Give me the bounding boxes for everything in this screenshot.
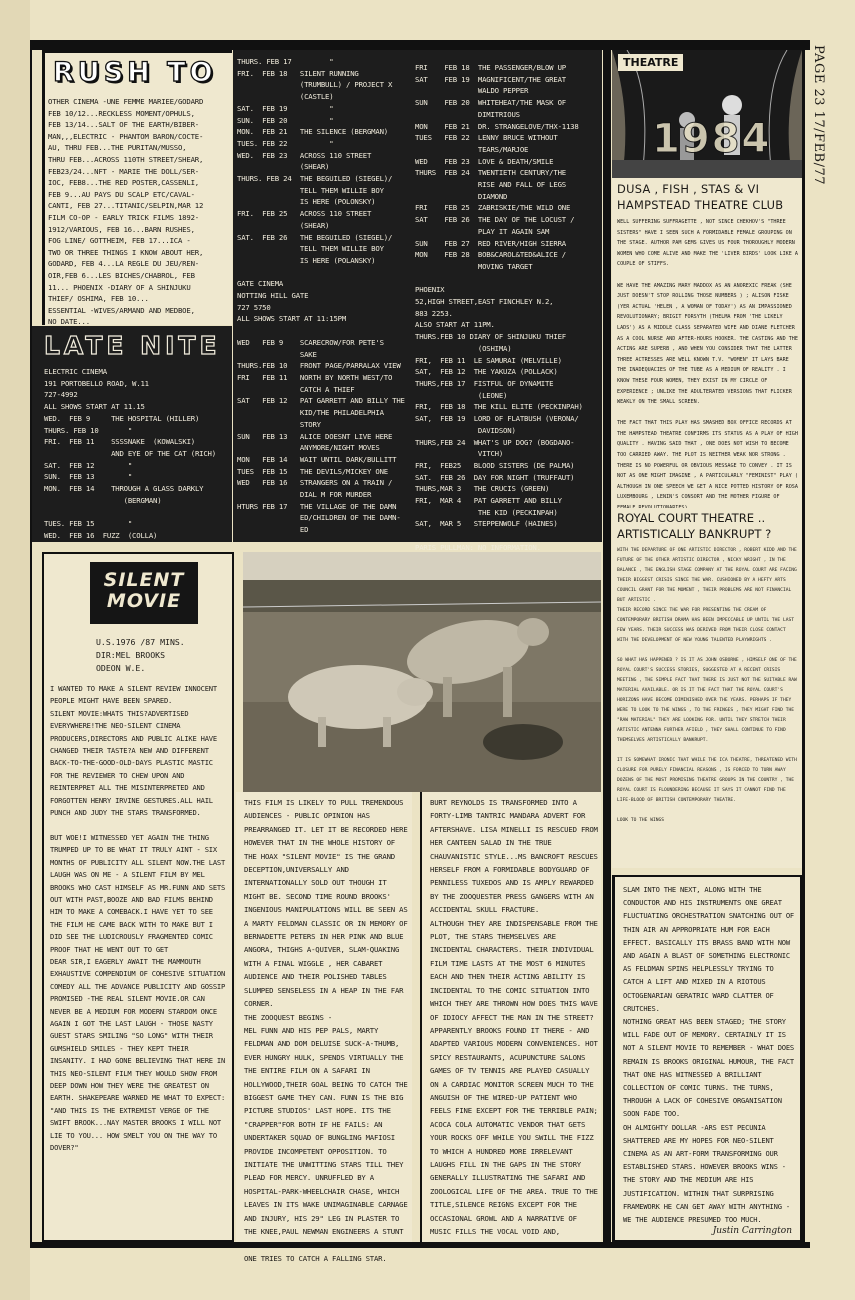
pigs-photo bbox=[243, 552, 601, 792]
silent-movie-col1 bbox=[42, 552, 234, 1242]
royal-court-body: WITH THE DEPARTURE OF ONE ARTISTIC DIRECTOR , ROBERT KIDD AND THE FUTURE OF THE OTHER ARTISTIC DIRECTOR , NICKY WRIGHT , IN THE BALANCE , THE ENGLISH STAGE COMPANY AT THE ROYAL COURT ARE FACING THEIR BIGGEST CRISIS SINCE THE WAR. CUSHIONED BY A HEFTY ARTS COUNCIL GRANT FOR THE MOMENT , THEIR PROBLEMS ARE NOT FINANCIAL BUT ARTISTIC . THEIR RECORD SINCE THE WAR FOR PRESENTING THE CREAM OF CONTEMPORARY BRITISH DRAMA HAS BEEN IMPECCABLE UP UNTIL THE LAST FEW YEARS. THEIR SUCCESS WAS DERIVED FROM THEIR CLOSE CONTACT WITH THE DEVELOPMENT OF NEW YOUNG TALENTED PLAYWRIGHTS . SO WHAT HAS HAPPENED ? IS IT AS JOHN OSBORNE , HIMSELF ONE OF THE ROYAL COURT'S SUCCESS STORIES, SUGGESTED AT A RECENT CRISIS MEETING , THE SIMPLE FACT THAT THERE IS JUST NOT THE SUITABLE RAW MATERIAL AVAILABLE. OR IS IT THE FACT THAT THE ROYAL COURT'S HORIZONS HAVE BECOME DIMINISHED OVER THE YEARS. PERHAPS IF THEY WERE TO LOOK TO THE WINGS , TO THE FRINGES , THEY MIGHT FIND THE "RAW MATERIAL" THEY ARE LOOKING FOR. UNTIL THEY STRETCH THEIR ARTISTIC ANTENNA FURTHER AFIELD , THEY SHALL CONTINUE TO FIND THEMSELVES ARTISTICALLY BANKRUPT. IT IS SOMEWHAT IRONIC THAT WHILE THE ICA THEATRE, THREATENED WITH CLOSURE FOR PURELY FINANCIAL REASONS , IS FORCED TO TURN AWAY DOZENS OF THE MOST PROMISING THEATRE GROUPS IN THE COUNTRY , THE ROYAL COURT IS FLOUNDERING BECAUSE IT SAYS IT CANNOT FIND THE LIFE-BLOOD OF BRITISH CONTEMPORARY THEATRE. LOOK TO THE WINGS bbox=[617, 548, 797, 823]
silent-movie-col3 bbox=[420, 792, 601, 1242]
theatre-banner: THEATRE bbox=[618, 54, 683, 71]
silent-movie-logo bbox=[90, 562, 198, 624]
royal-court-title: ROYAL COURT THEATRE .. ARTISTICALLY BANKRUPT ? bbox=[617, 511, 772, 541]
gate-cinema-listings bbox=[233, 50, 411, 542]
rush-to-heading: RUSH TO bbox=[53, 57, 217, 88]
page-label-text: PAGE 23 17/FEB/77 bbox=[811, 45, 826, 186]
rush-to-text: OTHER CINEMA -UNE FEMME MARIEE/GODARD FEB 10/12...RECKLESS MOMENT/OPHULS, FEB 13/14...SALT OF THE EARTH/BIBER- MAN,,,ELECTRIC - PHANTOM BARON/COCTE- AU, THRU FEB...THE PURITAN/MUSSO, THRU FEB...ACROSS 110TH STREET/SHEAR, FEB23/24...NFT - MARIE THE DOLL/SER- IOC, FEB8...THE RED POSTER,CASSENLI, FEB 9...AU PAYS DU SCALP ETC/CAVAL- CANTI, FEB 27...TITANIC/SELPIN,MAR 12 FILM CO-OP - EARLY TRICK FILMS 1892- 1912/VARIOUS, FEB 16...BARN RUSHES, FOG LINE/ GOTTHEIM, FEB 17...ICA - TWO OR THREE THINGS I KNOW ABOUT HER, GODARD, FEB 4...LA REGLE DU JEU/REN- OIR,FEB 6...LES BICHES/CHABROL, FEB 11... PHOENIX -DIARY OF A SHINJUKU THIEF/ OSHIMA, FEB 10... ESSENTIAL -WIVES/ARMAND AND MEDBOE, NO DATE... bbox=[48, 97, 204, 327]
late-nite-heading: LATE NITE bbox=[44, 331, 221, 360]
page-label bbox=[806, 45, 828, 210]
royal-court-article bbox=[612, 508, 802, 868]
review-col2-text: THIS FILM IS LIKELY TO PULL TREMENDOUS AUDIENCES - PUBLIC OPINION HAS PREARRANGED IT. LET IT BE RECORDED HERE HOWEVER THAT IN THE WHOLE HISTORY OF THE HOAX "SILENT MOVIE" IS THE GRAND DECEPTION,UNIVERSALLY AND INTERNATIONALLY SOLD OUT THOUGH IT MIGHT BE. SECOND TIME ROUND BROOKS' INGENIOUS MANIPULATIONS WILL BE SEEN AS A MARTY FELDMAN CLASSIC OR IN MEMORY OF BERNADETTE PETERS IN HER PINK AND BLUE ANGORA, THIGHS A-QUIVER, SLAM-QUAKING WITH A FINAL WIGGLE , HER CABARET AUDIENCE AND THEIR POLISHED TABLES SLUMPED SENSELESS IN A HEAP IN THE FAR CORNER. THE ZOOQUEST BEGINS - MEL FUNN AND HIS PEP PALS, MARTY FELDMAN AND DOM DELUISE SUCK-A-THUMB, EVER HUNGRY HULK, SPENDS VIRTUALLY THE THE ENTIRE FILM ON A SAFARI IN HOLLYWOOD,THEIR GOAL BEING TO CATCH THE BIGGEST GAME THEY CAN. FUNN IS THE BIG PICTURE STUDIOS' LAST HOPE. ITS THE "CRAPPER"FOR BOTH IF HE FAILS: AN UNDERTAKER SQUAD OF BUNGLING MAFIOSI PROVIDE INCOMPETENT OPPOSITION. TO INITIATE THE UNWITTING STARS TILL THEY PLEAD FOR MERCY. UNRUFFLED BY A HOSPITAL-PARK-WHEELCHAIR CHASE, WHICH LEAVES IN ITS WAKE UNIMAGINABLE CARNAGE AND INJURY, HIS 29" LEG IN PLASTER TO THE KNEE,PAUL NEWMAN ENGINEERS A STUNT ONE TRIES TO CATCH A FALLING STAR. bbox=[244, 798, 408, 1263]
theatre-poster bbox=[612, 50, 802, 178]
pigs-photo-image bbox=[243, 552, 601, 792]
page-edge bbox=[0, 0, 30, 1300]
logo-silent: SILENT bbox=[103, 569, 185, 591]
late-nite-listings: ELECTRIC CINEMA 191 PORTOBELLO ROAD, W.11 727-4992 ALL SHOWS START AT 11.15 WED. FEB 9 THE HOSPITAL (HILLER) THURS. FEB 10 " FRI. FEB 11 SSSSNAKE (KOWALSKI) AND EYE OF THE CAT (RICH) SAT. FEB 12 " SUN. FEB 13 " MON. FEB 14 THROUGH A GLASS DARKLY (BERGMAN) TUES. FEB 15 " WED. FEB 16 FUZZ (COLLA) bbox=[44, 367, 216, 540]
bottom-frame-rule bbox=[30, 1242, 810, 1248]
right-listings-text: FRI FEB 18 THE PASSENGER/BLOW UP SAT FEB 19 MAGNIFICENT/THE GREAT WALDO PEPPER SUN FEB 20 WHITEHEAT/THE MASK OF DIMITRIOUS MON FEB 21 DR. STRANGELOVE/THX-1138 TUES FEB 22 LENNY BRUCE WITHOUT TEARS/MARJOE WED FEB 23 LOVE & DEATH/SMILE THURS FEB 24 TWENTIETH CENTURY/THE RISE AND FALL OF LEGS DIAMOND FRI FEB 25 ZABRISKIE/THE WILD ONE SAT FEB 26 THE DAY OF THE LOCUST / PLAY IT AGAIN SAM SUN FEB 27 RED RIVER/HIGH SIERRA MON FEB 28 BOB&CAROL&TED&ALICE / MOVING TARGET PHOENIX 52,HIGH STREET,EAST FINCHLEY N.2, 883 2253. ALSO START AT 11PM. THURS.FEB 10 DIARY OF SHINJUKU THIEF (OSHIMA) FRI, FEB 11 LE SAMURAI (MELVILLE) SAT, FEB 12 THE YAKUZA (POLLACK) THURS,FEB 17 FISTFUL OF DYNAMITE (LEONE) FRI, FEB 18 THE KILL ELITE (PECKINPAH) SAT, FEB 19 LORD OF FLATBUSH (VERONA/ DAVIDSON) THURS,FEB 24 WHAT'S UP DOG? (BOGDANO- VITCH) FRI, FEB25 BLOOD SISTERS (DE PALMA) SAT. FEB 26 DAY FOR NIGHT (TRUFFAUT) THURS,MAR 3 THE CRUCIS (GREEN) FRI, MAR 4 PAT GARRETT AND BILLY THE KID (PECKINPAH) SAT, MAR 5 STEPPENWOLF (HAINES) PARIS PULLMAN: NO INFORMATION. bbox=[415, 63, 583, 552]
top-frame-rule bbox=[30, 40, 810, 50]
poster-1984-text: 1984 bbox=[652, 116, 772, 162]
author-signature: Justin Carrington bbox=[712, 1226, 792, 1236]
review-col4-text: SLAM INTO THE NEXT, ALONG WITH THE CONDUCTOR AND HIS INSTRUMENTS ONE GREAT FLUCTUATING ORCHESTRATION SNATCHING OUT OF THIN AIR AN APPROPRIATE HUM FOR EACH EFFECT. BASICALLY ITS BRASS BAND WITH NOW AND AGAIN A BLAST OF SOMETHING ELECTRONIC AS FELDMAN SPINS HELPLESSLY TRYING TO CATCH A LIFT AND MIXED IN A RIOTOUS OCTOGENARIAN GERATRIC WARD CLATTER OF CRUTCHES. NOTHING GREAT HAS BEEN STAGED; THE STORY WILL FADE OUT OF MEMORY. CERTAINLY IT IS NOT A SILENT MOVIE TO REMEMBER - WHAT DOES REMAIN IS BROOKS ORIGINAL HUMOUR, THE FACT THAT ONE HAS WITNESSED A BRILLIANT COLLECTION OF COMIC TURNS. THE TURNS, THROUGH A LACK OF COHESIVE ORGANISATION SOON FADE TOO. OH ALMIGHTY DOLLAR -ARS EST PECUNIA SHATTERED ARE MY HOPES FOR NEO-SILENT CINEMA AS AN ART-FORM TRANSFORMING OUR ESTABLISHED STARS. HOWEVER BROOKS WINS - THE STORY AND THE MEDIUM ARE HIS JUSTIFICATION. WITHIN THAT SURPRISING FRAMEWORK HE CAN GET AWAY WITH ANYTHING - WE THE AUDIENCE PRESUMED TOO MUCH. bbox=[623, 885, 794, 1225]
logo-movie: MOVIE bbox=[106, 590, 182, 612]
theatre-review bbox=[612, 178, 802, 508]
left-frame-rule bbox=[30, 40, 32, 1248]
review-col1-text: I WANTED TO MAKE A SILENT REVIEW INNOCENT PEOPLE MIGHT HAVE BEEN SPARED. SILENT MOVIE:WHATS THIS?ADVERTISED EVERYWHERE!THE NEO-SILENT CINEMA PRODUCERS,DIRECTORS AND PUBLIC ALIKE HAVE CHANGED THEIR TASTE?A NEW AND DIFFERENT BACK-TO-THE-GOOD-OLD-DAYS PLASTIC MASTIC FOR THE REVIEWER TO CHEW UPON AND REINTERPRET ALL THE MISINTERPRETED AND FORGOTTEN HENRY IRVINE GESTURES.ALL HAIL PUNCH AND JUDY THE STARS TRANSFORMED. BUT WOE!I WITNESSED YET AGAIN THE THING TRUMPED UP TO BE WHAT IT TRULY AINT - SIX MONTHS OF PUBLICITY ALL SILENT NOW.THE LAST LAUGH WAS ON ME - A SILENT FILM BY MEL BROOKS WHO CAST HIMSELF AS MR.FUNN AND SETS OUT WITH PAST,BOOZE AND BAD FILMS BEHIND HIM TO MAKE A COMEBACK.I HAVE YET TO SEE THE FILM HE CAME BACK WITH TO MAKE BUT I DID SEE THE LUDICROUSLY FRAGMENTED COMIC PROOF THAT HE WENT OUT TO GET DEAR SIR,I EAGERLY AWAIT THE MAMMOUTH EXHAUSTIVE COMPENDIUM OF COHESIVE SITUATION COMEDY ALL THE ADVANCE PUBLICITY AND GOSSIP PROMISED -THE REAL SILENT MOVIE.OR CAN NEVER BE A MEDIUM FOR MODERN STARDOM ONCE AGAIN I GOT THE LAST LAUGH - THOSE NASTY GUEST STARS SMILING "SO LONG" WITH THEIR GUMSHIELD SMILES - THEY KEPT THEIR INSANITY. I HAD GONE BELIEVING THAT HERE IN THIS NEO-SILENT FILM THEY WOULD SHOW FROM DEEP DOWN HOW THEY WERE THE GREATEST ON EARTH. SHAKEPEARE WARNED ME WHAT TO EXPECT: "AND THIS IS THE EXTREMIST VERGE OF THE SWIFT BROOK...NAY MASTER BROOKS I WILL NOT LIE TO YOU... HOW SMELT YOU ON THE WAY TO DOVER?" bbox=[50, 684, 226, 1153]
phoenix-listings bbox=[411, 50, 602, 552]
theatre-review-title: DUSA , FISH , STAS & VI HAMPSTEAD THEATRE CLUB bbox=[617, 182, 784, 212]
review-col3-text: BURT REYNOLDS IS TRANSFORMED INTO A FORTY-LIMB TANTRIC MANDARA ADVERT FOR AFTERSHAVE. LISA MINELLI IS RESCUED FROM HER CANTEEN SALAD IN THE TRUE CHAUVANISTIC STYLE...MS BANCROFT RESCUES HERSELF FROM A FORMIDABLE BODYGUARD OF PENNILESS TUXEDOS AND IS AMPLY REWARDED BY THE ZOOQUESTER PRESS GANGERS WITH AN ACCIDENTAL SKULL FRACTURE. ALTHOUGH THEY ARE INDISPENSABLE FROM THE PLOT, THE STARS THEMSELVES ARE INCIDENTAL CHARACTERS. THEIR INDIVIDUAL FILM TIME LASTS AT THE MOST 6 MINUTES EACH AND THEN THEIR ACTING ABILITY IS INCIDENTAL TO THE COMIC SITUATION INTO WHICH THEY ARE THROWN HOW DOES THIS WAVE OF IDIOCY AFFECT THE MAN IN THE STREET? APPARENTLY BROOKS FOUND IT THERE - AND ADAPTED VARIOUS MODERN CONVENIENCES. HOT SPICY RESTAURANTS, ACUPUNCTURE SALONS GAMES OF TV TENNIS ARE PLAYED CASUALLY ON A CARDIAC MONITOR SCREEN MUCH TO THE ANGUISH OF THE WIRED-UP PATIENT WHO FEELS FINE EXCEPT FOR THE TERRIBLE PAIN; ACOCA COLA AUTOMATIC VENDOR THAT GETS YOUR ROCKS OFF WHILE YOU SWILL THE FIZZ TO WHICH A HUNDRED MORE IRRELEVANT LAUGHS FILL IN THE GAPS IN THE STORY GENERALLY ILLUSTRATING THE SAFARI AND ZOOLOGICAL LIFE OF THE AREA. TRUE TO THE TITLE,SILENCE REIGNS EXCEPT FOR THE OCCASIONAL GROWL AND A NARRATIVE OF MUSIC FILLS THE VOCAL VOID AND, bbox=[430, 798, 598, 1236]
right-column-rule bbox=[603, 40, 611, 1248]
rush-to-section bbox=[42, 50, 232, 325]
silent-movie-col2 bbox=[236, 792, 412, 1263]
center-listings-text: THURS. FEB 17 " FRI. FEB 18 SILENT RUNNING (TRUMBULL) / PROJECT X (CASTLE) SAT. FEB 19 " SUN. FEB 20 " MON. FEB 21 THE SILENCE (BERGMAN) TUES. FEB 22 " WED. FEB 23 ACROSS 110 STREET (SHEAR) THURS. FEB 24 THE BEGUILED (SIEGEL)/ TELL THEM WILLIE BOY IS HERE (POLONSKY) FRI. FEB 25 ACROSS 110 STREET (SHEAR) SAT. FEB 26 THE BEGUILED (SIEGEL)/ TELL THEM WILLIE BOY IS HERE (POLANSKY) GATE CINEMA NOTTING HILL GATE 727 5750 ALL SHOWS START AT 11:15PM WED FEB 9 SCARECROW/FOR PETE'S SAKE THURS.FEB 10 FRONT PAGE/PARRALAX VIEW FRI FEB 11 NORTH BY NORTH WEST/TO CATCH A THIEF SAT FEB 12 PAT GARRETT AND BILLY THE KID/THE PHILADELPHIA STORY SUN FEB 13 ALICE DOESNT LIVE HERE ANYMORE/NIGHT MOVES MON FEB 14 WAIT UNTIL DARK/BULLITT TUES FEB 15 THE DEVILS/MICKEY ONE WED FEB 16 STRANGERS ON A TRAIN / DIAL M FOR MURDER HTURS FEB 17 THE VILLAGE OF THE DAMN ED/CHILDREN OF THE DAMN- ED bbox=[237, 57, 405, 535]
outer-right-rule bbox=[802, 50, 805, 1248]
film-info: U.S.1976 /87 MINS. DIR:MEL BROOKS ODEON W.E. bbox=[96, 637, 185, 673]
late-nite-section bbox=[32, 326, 232, 542]
silent-movie-col4 bbox=[612, 875, 802, 1242]
theatre-review-body: WELL SUFFERING SUFFRAGETTE , NOT SINCE CHEKHOV'S "THREE SISTERS" HAVE I SEEN SUCH A FORMIDABLE FEMALE GROUPING ON THE STAGE. AUTHOR PAM GEMS GIVES US FOUR THOROUGHLY MODERN WOMEN WHO COME ALIVE AND MAKE THE 'LIVER BIRDS' LOOK LIKE A COUPLE OF STIFFS. WE HAVE THE AMAZING MARY MADDOX AS AN ANOREXIC FREAK (SHE JUST DOESN'T STOP ROLLING THOSE NUMBERS ) ; ALISON FISKE (YER ACTUAL 'HELEN , A WOMAN OF TODAY') AS AN IMPASSIONED REVOLUTIONARY; BRIGIT FORSYTH (THELMA FROM 'THE LIKELY LADS') AS A MIDDLE CLASS SEPARATED WIFE AND DIANE FLETCHER AS A COOL NURSE AND AFTER-HOURS HOOKER. THE CASTING AND THE ACTING ARE SUPERB , AND WHEN YOU CONSIDER THAT THE LATTER THREE ACTRESSES ARE WELL KNOWN T.V. "WOMEN" IT LAYS BARE THE INADEQUACIES OF THE TUBE AS A MEDIUM OF REALITY . I KNOW THESE FOUR WOMEN, THEY EXIST IN MY CIRCLE OF EXPERIENCE ; UNLIKE THE ADULTERATED VERSIONS THAT FLICKER WEAKLY ON THE SMALL SCREEN. THE FACT THAT THIS PLAY HAS SMASHED BOX OFFICE RECORDS AT THE HAMPSTEAD THEATRE CONFIRMS ITS STATUS AS A PLAY OF HIGH QUALITY . HAVING SAID THAT , ONE DOES NOT WISH TO BECOME TOO CARRIED AWAY. THE PLOT IS NEITHER WEAK NOR STRONG . THERE IS NO POWERFUL OR OBVIOUS MESSAGE TO CONVEY . IT IS NOT AS ONE MIGHT IMAGINE , A PARTICULARLY "FEMINIST" PLAY ( ALTHOUGH IN ONE SPEECH WE GET A NICE POTTED HISTORY OF ROSA LUXEMBOURG , LENIN'S CONSORT AND THE MOTHER FIGURE OF bbox=[617, 219, 798, 501]
